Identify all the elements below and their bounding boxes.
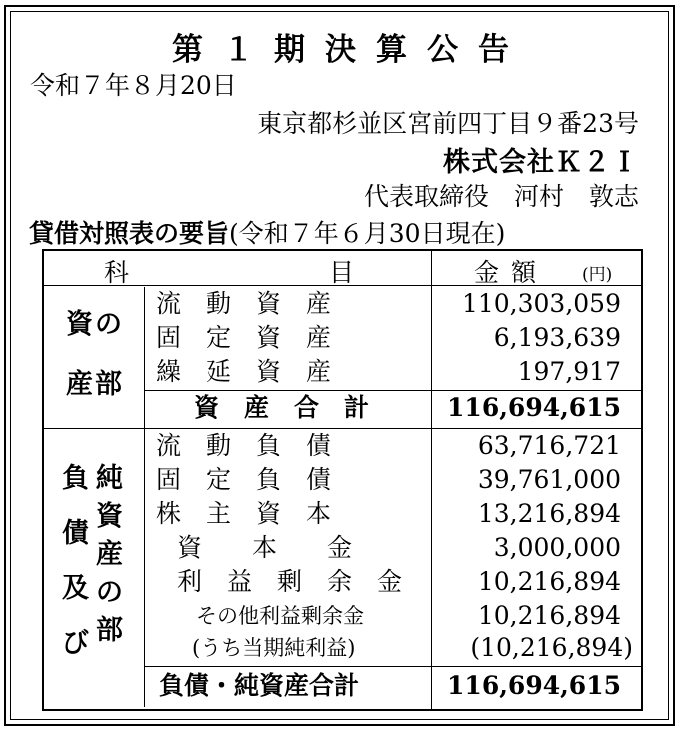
row-amount: 110,303,059 (461, 289, 621, 318)
category-char: 及 (62, 573, 89, 604)
row-label: 繰 延 資 産 (156, 357, 332, 386)
assets-category-line2: 産部 (66, 369, 124, 400)
company-address: 東京都杉並区宮前四丁目９番23号 (257, 109, 639, 138)
category-char: 債 (62, 518, 89, 549)
category-char: 部 (96, 615, 123, 646)
category-char: の (96, 577, 123, 608)
table-row (44, 531, 641, 565)
row-amount: 10,216,894 (477, 601, 621, 630)
table-row (44, 355, 641, 389)
row-amount: 6,193,639 (493, 323, 621, 352)
row-label: その他利益剰余金 (196, 604, 364, 628)
balance-sheet-subtitle (29, 214, 505, 250)
row-amount: 197,917 (517, 357, 621, 386)
assets-total-row (44, 391, 641, 425)
notice-title: 第１期決算公告 (172, 32, 529, 68)
row-amount: 63,716,721 (477, 431, 621, 460)
liabilities-total-divider (144, 666, 641, 667)
row-label: 固 定 資 産 (156, 323, 332, 352)
category-char: び (62, 628, 89, 659)
category-char: 純 (96, 463, 123, 494)
assets-category-line1: 資の (66, 309, 124, 340)
table-row (44, 565, 641, 599)
header-item-a: 科 (104, 258, 130, 287)
table-row (44, 287, 641, 321)
liabilities-total-amount: 116,694,615 (447, 671, 621, 700)
table-row (44, 631, 641, 665)
row-label: 流 動 負 債 (156, 431, 332, 460)
liabilities-total-row (44, 669, 641, 703)
subtitle-main: 貸借対照表の要旨 (29, 219, 230, 248)
row-label: 流 動 資 産 (156, 289, 332, 318)
row-label: 資 本 金 (177, 533, 353, 562)
category-char: 負 (62, 463, 89, 494)
header-amount: 金額 (474, 258, 549, 287)
row-amount: 13,216,894 (477, 499, 621, 528)
header-item-b: 目 (329, 258, 355, 287)
subtitle-date: (令和７年６月30日現在) (229, 219, 506, 248)
row-label: 利 益 剰 余 金 (177, 567, 403, 596)
row-amount: 3,000,000 (493, 533, 621, 562)
assets-total-amount: 116,694,615 (447, 393, 621, 422)
company-name: 株式会社Ｋ２Ｉ (443, 147, 639, 178)
table-row (44, 321, 641, 355)
representative: 代表取締役 河村 敦志 (363, 182, 639, 211)
row-amount: 10,216,894 (477, 567, 621, 596)
table-row (44, 429, 641, 463)
row-amount: 39,761,000 (477, 465, 621, 494)
category-char: 産 (96, 539, 123, 570)
row-label: 固 定 負 債 (156, 465, 332, 494)
assets-total-label: 資 産 合 計 (194, 393, 370, 422)
table-row (44, 463, 641, 497)
row-amount: (10,216,894) (470, 633, 633, 662)
header-unit: (円) (582, 265, 613, 285)
notice-date: 令和７年８月20日 (30, 71, 237, 100)
row-label: 株 主 資 本 (156, 499, 332, 528)
table-row (44, 599, 641, 633)
liabilities-total-label: 負債・純資産合計 (159, 671, 360, 700)
category-char: 資 (96, 501, 123, 532)
balance-sheet-table (42, 249, 643, 711)
row-label: (うち当期純利益) (192, 636, 356, 660)
table-row (44, 497, 641, 531)
